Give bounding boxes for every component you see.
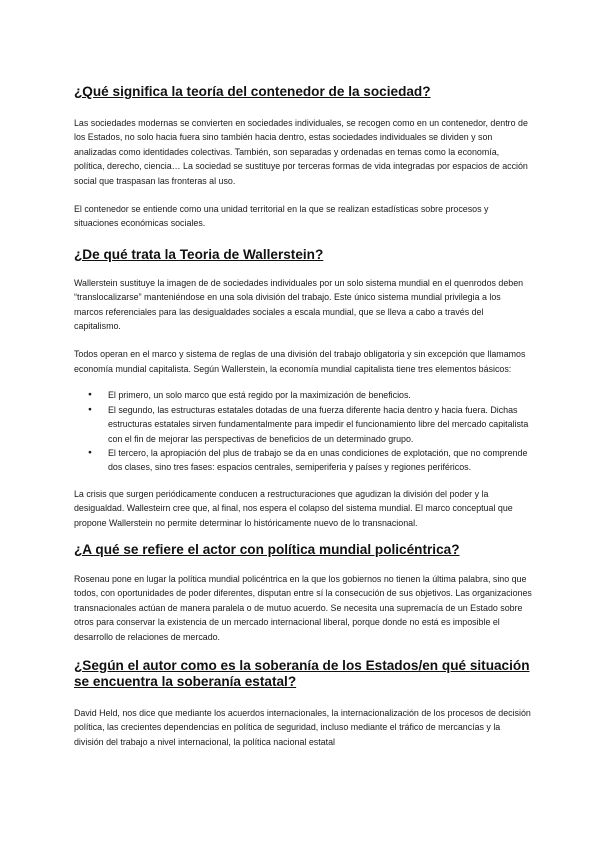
paragraph: El contenedor se entiende como una unidad territorial en la que se realizan estadísticas sobre procesos y situaciones económicas sociales. bbox=[74, 204, 489, 229]
paragraph: La crisis que surgen periódicamente conducen a restructuraciones que agudizan la división del poder y la desigualdad. Wallesteirn cree que, al final, nos espera el colapso del sistema mundial. El marco conceptual que propone Wallerstein no permite determinar lo históricamente nuevo de lo transnacional. bbox=[74, 488, 513, 528]
paragraph: Rosenau pone en lugar la política mundial policéntrica en la que los gobiernos no tienen la última palabra, sino que todos, con oportunidades de poder diferentes, disputan entre sí la consecución de sus objetivos. Las organizaciones transnacionales actúan de manera paralela o de mutuo acuerdo. Se necesita una supremacía de un Estado sobre otros para conservar la existencia de un mercado internacional liberal, porque donde no está es imposible el desarrollo de relaciones de mercado. bbox=[74, 573, 532, 642]
paragraph: Todos operan en el marco y sistema de reglas de una división del trabajo obligatoria y sin excepción que llamamos economía mundial capitalista. Según Wallerstein, la economía mundial capitalista tiene tres elementos básicos: bbox=[74, 349, 526, 374]
list-item: ● El segundo, las estructuras estatales dotadas de una fuerza diferente hacia dentro y hacia fuera. Dichas estructuras estatales sirven fundamentalmente para impedir el funcionamiento libre del mercado capitalista con el fin de mejorar las perspectivas de beneficios de un determinado grupo. bbox=[74, 403, 532, 446]
list-item: ● El tercero, la apropiación del plus de trabajo se da en unas condiciones de explotación, que no comprende dos clases, sino tres fases: espacios centrales, semiperiferia y países y regiones periféricos. bbox=[74, 446, 532, 475]
section-heading: ¿Según el autor como es la soberanía de los Estados/en qué situación se encuentra la soberanía estatal? bbox=[74, 657, 530, 689]
paragraph: Las sociedades modernas se convierten en sociedades individuales, se recogen como en un contenedor, dentro de los Estados, no solo hacia fuera sino también hacia dentro, estas sociedades individuales se dividen y son analizadas como identidades colectivas. También, son separadas y ordenadas en temas como la economía, política, derecho, ciencia… La sociedad se sustituye por terceras formas de vida integradas por espacios de acción social que traspasan las fronteras al uso. bbox=[74, 118, 528, 186]
bullet-list bbox=[74, 388, 532, 474]
paragraph: David Held, nos dice que mediante los acuerdos internacionales, la internacionalización de los procesos de decisión política, las crecientes dependencias en política de seguridad, incluso mediante el tráfico de mercancías y la división del trabajo a nivel internacional, la política nacional estatal bbox=[74, 707, 531, 747]
paragraph: Wallerstein sustituye la imagen de de sociedades individuales por un solo sistema mundial en el quenrodos deben “translocalizarse” manteniéndose en una sola división del trabajo. Este único sistema mundial privilegia a los marcos referenciales para las desigualdades sociales a escala mundial, que se lleva a cabo a través del capitalismo. bbox=[74, 277, 524, 332]
list-item: ● El primero, un solo marco que está regido por la maximización de beneficios. bbox=[74, 388, 532, 402]
section-heading: ¿A qué se refiere el actor con política mundial policéntrica? bbox=[74, 541, 460, 557]
section-heading: ¿De qué trata la Teoria de Wallerstein? bbox=[74, 246, 324, 262]
section-heading: ¿Qué significa la teoría del contenedor de la sociedad? bbox=[74, 84, 431, 99]
